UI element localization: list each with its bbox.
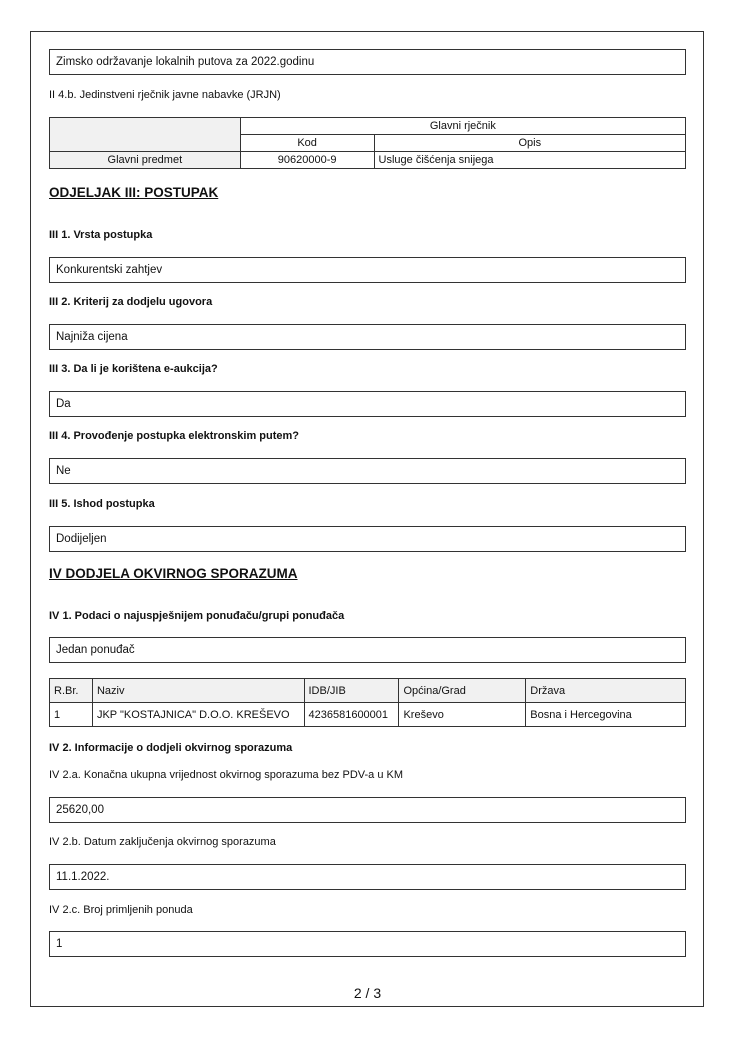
q4-2a-box <box>49 797 686 823</box>
q3-1-label: III 1. Vrsta postupka <box>49 229 153 241</box>
q4-1-label: IV 1. Podaci o najuspješnijem ponuđaču/grupi ponuđača <box>49 610 345 622</box>
q3-5-value: Dodijeljen <box>56 533 107 545</box>
section4-title: IV DODJELA OKVIRNOG SPORAZUMA <box>49 566 298 581</box>
q4-2c-value: 1 <box>56 938 63 950</box>
winner-table <box>49 678 686 727</box>
winner-header-opcina: Općina/Grad <box>399 679 526 703</box>
table-row <box>50 703 686 727</box>
page-frame <box>30 31 704 1007</box>
jrjn-group-header: Glavni rječnik <box>240 118 685 135</box>
q4-1-value: Jedan ponuđač <box>56 644 135 656</box>
q4-2c-box <box>49 931 686 957</box>
q3-3-box <box>49 391 686 417</box>
jrjn-col-kod: Kod <box>240 135 374 152</box>
winner-cell-opcina: Kreševo <box>399 703 526 727</box>
section3-title: ODJELJAK III: POSTUPAK <box>49 185 219 200</box>
q3-4-value: Ne <box>56 465 71 477</box>
q3-1-box <box>49 257 686 283</box>
jrjn-empty-cell <box>50 118 241 152</box>
winner-cell-idb: 4236581600001 <box>304 703 399 727</box>
jrjn-col-opis: Opis <box>374 135 685 152</box>
jrjn-label: II 4.b. Jedinstveni rječnik javne nabavke (JRJN) <box>49 89 281 101</box>
winner-header-idb: IDB/JIB <box>304 679 399 703</box>
winner-cell-drzava: Bosna i Hercegovina <box>526 703 686 727</box>
q3-1-value: Konkurentski zahtjev <box>56 264 163 276</box>
jrjn-row-label: Glavni predmet <box>50 152 241 169</box>
q4-2b-box <box>49 864 686 890</box>
q4-2-label: IV 2. Informacije o dodjeli okvirnog sporazuma <box>49 742 293 754</box>
q3-4-label: III 4. Provođenje postupka elektronskim putem? <box>49 430 300 442</box>
q3-2-label: III 2. Kriterij za dodjelu ugovora <box>49 296 213 308</box>
q3-4-box <box>49 458 686 484</box>
q3-2-value: Najniža cijena <box>56 331 128 343</box>
q3-3-label: III 3. Da li je korištena e-aukcija? <box>49 363 218 375</box>
q4-2c-label: IV 2.c. Broj primljenih ponuda <box>49 904 193 916</box>
jrjn-row-opis: Usluge čišćenja snijega <box>374 152 685 169</box>
subject-box <box>49 49 686 75</box>
jrjn-table <box>49 117 686 169</box>
winner-header-rbr: R.Br. <box>50 679 93 703</box>
q4-2b-value: 11.1.2022. <box>56 871 110 883</box>
winner-cell-naziv: JKP "KOSTAJNICA" D.O.O. KREŠEVO <box>92 703 304 727</box>
subject-text: Zimsko održavanje lokalnih putova za 2022.godinu <box>56 56 315 68</box>
q3-5-label: III 5. Ishod postupka <box>49 498 155 510</box>
q4-2a-label: IV 2.a. Konačna ukupna vrijednost okvirnog sporazuma bez PDV-a u KM <box>49 769 404 781</box>
jrjn-row-kod: 90620000-9 <box>240 152 374 169</box>
q4-1-box <box>49 637 686 663</box>
winner-cell-rbr: 1 <box>50 703 93 727</box>
q3-3-value: Da <box>56 398 71 410</box>
winner-header-drzava: Država <box>526 679 686 703</box>
q3-5-box <box>49 526 686 552</box>
page-number: 2 / 3 <box>353 985 382 1001</box>
q4-2b-label: IV 2.b. Datum zaključenja okvirnog sporazuma <box>49 836 276 848</box>
q3-2-box <box>49 324 686 350</box>
winner-header-naziv: Naziv <box>92 679 304 703</box>
q4-2a-value: 25620,00 <box>56 804 104 816</box>
